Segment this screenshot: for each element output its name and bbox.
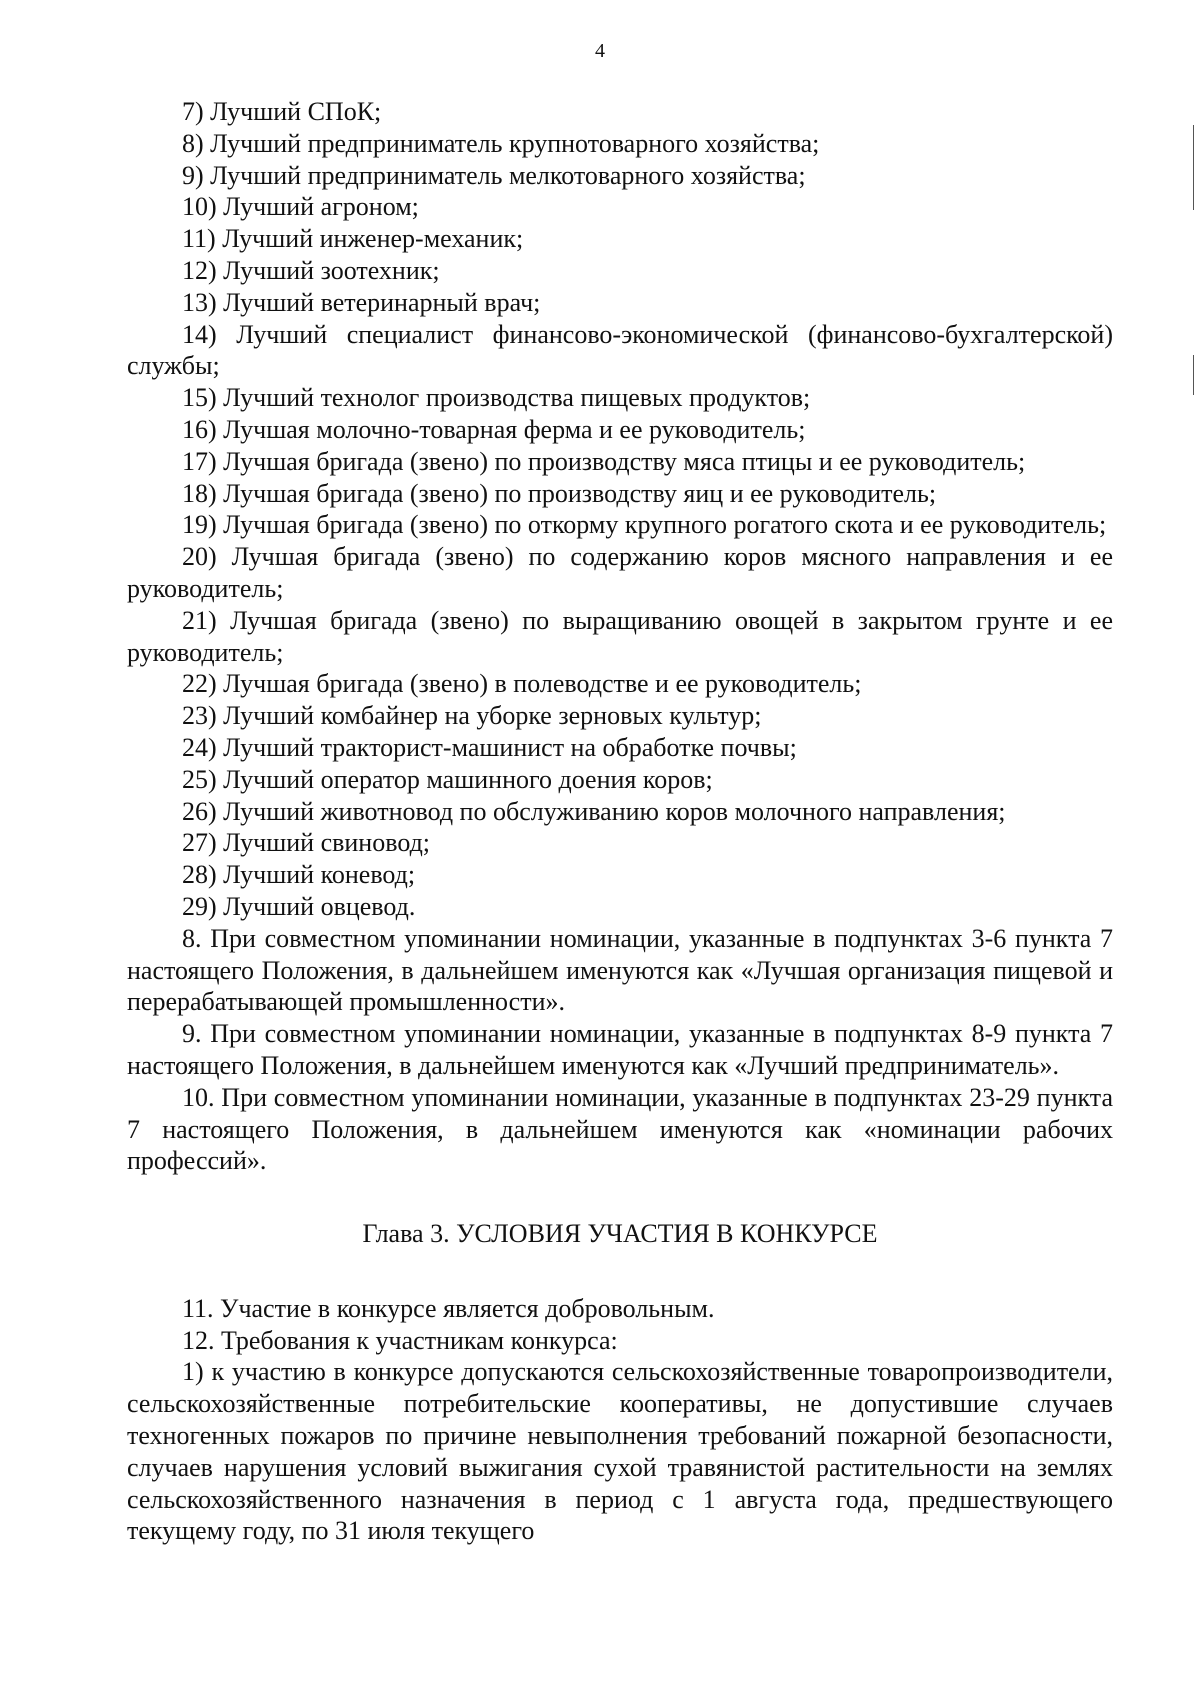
paragraph: 10. При совместном упоминании номинации, указанные в подпунктах 23-29 пункта 7 настоящего Положения, в дальнейшем именуются как «номинации рабочих профессий». (127, 1082, 1113, 1176)
nomination-item: 16) Лучшая молочно-товарная ферма и ее руководитель; (182, 414, 806, 444)
nomination-item: 29) Лучший овцевод. (182, 891, 416, 921)
nomination-item: 14) Лучший специалист финансово-экономической (финансово-бухгалтерской) службы; (127, 319, 1113, 381)
nomination-item: 24) Лучший тракторист-машинист на обработке почвы; (182, 732, 797, 762)
nomination-item: 21) Лучшая бригада (звено) по выращиванию овощей в закрытом грунте и ее руководитель; (127, 605, 1113, 667)
nomination-item: 15) Лучший технолог производства пищевых продуктов; (182, 383, 811, 413)
scan-edge-mark (1193, 125, 1194, 210)
nomination-item: 8) Лучший предприниматель крупнотоварного хозяйства; (182, 128, 820, 158)
paragraph: 1) к участию в конкурсе допускаются сельскохозяйственные товаропроизводители, сельскохозяйственные потребительские кооперативы, не допустившие случаев техногенных пожаров по причине невыполнения требований пожарной безопасности, случаев нарушения условий выжигания сухой травянистой растительности на землях сельскохозяйственного назначения в период с 1 августа года, предшествующего текущему году, по 31 июля текущего (127, 1357, 1113, 1546)
nomination-item: 23) Лучший комбайнер на уборке зерновых культур; (182, 701, 762, 731)
nomination-item: 20) Лучшая бригада (звено) по содержанию коров мясного направления и ее руководитель; (127, 542, 1113, 603)
nomination-item: 25) Лучший оператор машинного доения коров; (182, 764, 713, 794)
nomination-item: 9) Лучший предприниматель мелкотоварного хозяйства; (182, 160, 806, 190)
nomination-item: 12) Лучший зоотехник; (182, 255, 440, 285)
paragraph: 9. При совместном упоминании номинации, указанные в подпунктах 8-9 пункта 7 настоящего Положения, в дальнейшем именуются как «Лучший предприниматель». (127, 1019, 1113, 1080)
nomination-item: 27) Лучший свиновод; (182, 828, 431, 858)
nomination-item: 17) Лучшая бригада (звено) по производству мяса птицы и ее руководитель; (182, 446, 1026, 476)
nomination-item: 13) Лучший ветеринарный врач; (182, 287, 541, 317)
paragraph: 11. Участие в конкурсе является добровольным. (182, 1293, 715, 1323)
paragraph: 8. При совместном упоминании номинации, указанные в подпунктах 3-6 пункта 7 настоящего Положения, в дальнейшем именуются как «Лучшая организация пищевой и перерабатывающей промышленности». (127, 923, 1113, 1017)
nomination-item: 7) Лучший СПоК; (182, 97, 382, 126)
nomination-item: 22) Лучшая бригада (звено) в полеводстве и ее руководитель; (182, 669, 862, 699)
page-number: 4 (595, 40, 605, 62)
nomination-item: 10) Лучший агроном; (182, 192, 419, 222)
nomination-item: 11) Лучший инженер-механик; (182, 224, 524, 254)
document-body (127, 96, 1113, 1547)
nomination-item: 28) Лучший коневод; (182, 860, 416, 890)
scan-edge-mark (1193, 355, 1194, 395)
chapter-heading: Глава 3. УСЛОВИЯ УЧАСТИЯ В КОНКУРСЕ (362, 1219, 878, 1249)
nomination-item: 19) Лучшая бригада (звено) по откорму крупного рогатого скота и ее руководитель; (182, 510, 1107, 540)
nomination-item: 26) Лучший животновод по обслуживанию коров молочного направления; (182, 796, 1006, 826)
paragraph: 12. Требования к участникам конкурса: (182, 1325, 618, 1355)
nomination-item: 18) Лучшая бригада (звено) по производству яиц и ее руководитель; (182, 478, 937, 508)
